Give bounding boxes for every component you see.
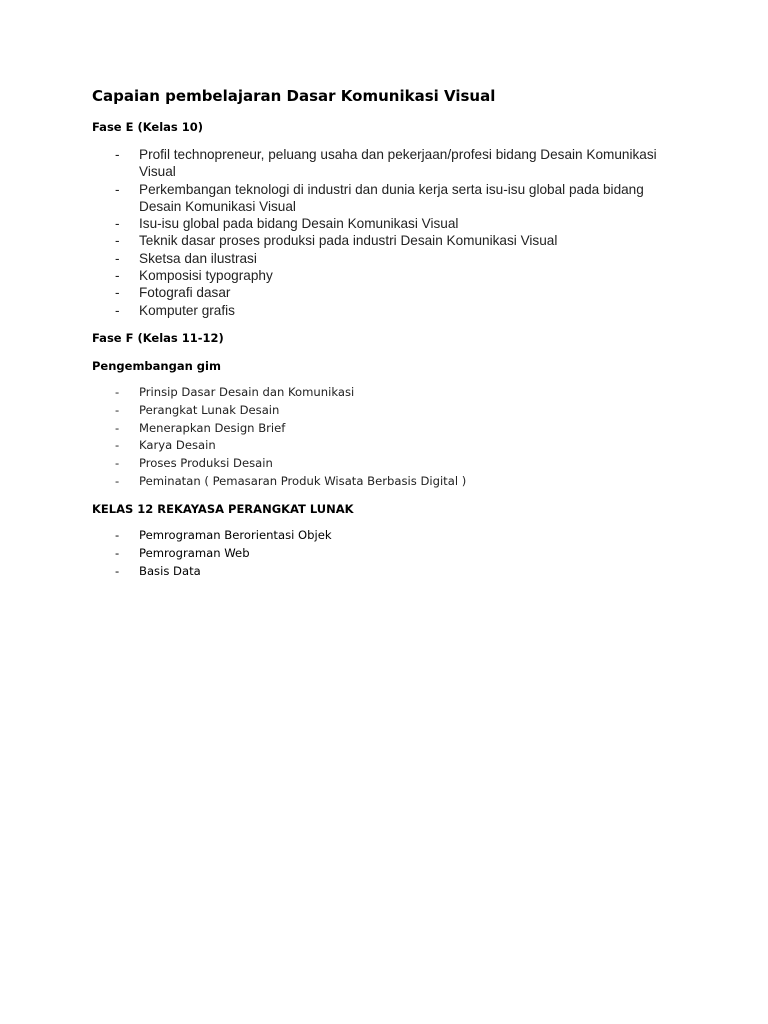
- bullet-dash: -: [115, 456, 120, 471]
- bullet-dash: -: [115, 473, 120, 488]
- list-item: - Pemrograman Web: [92, 545, 682, 563]
- list-item: - Perkembangan teknologi di industri dan dunia kerja serta isu-isu global pada bidang Desain Komunikasi Visual: [115, 181, 644, 214]
- bullet-dash: -: [115, 420, 120, 435]
- bullet-dash: -: [115, 563, 120, 578]
- list-item: - Komputer grafis: [115, 302, 235, 318]
- list-item: - Menerapkan Design Brief: [92, 420, 682, 438]
- bullet-dash: -: [115, 302, 120, 318]
- list-fase-f: [92, 384, 682, 491]
- bullet-dash: -: [115, 233, 120, 249]
- bullet-dash: -: [115, 385, 120, 399]
- list-item: - Teknik dasar proses produksi pada industri Desain Komunikasi Visual: [115, 233, 558, 249]
- list-item: - Perangkat Lunak Desain: [92, 402, 682, 420]
- list-fase-e: [92, 146, 682, 319]
- bullet-dash: -: [115, 181, 120, 197]
- bullet-dash: -: [115, 250, 120, 266]
- list-item: - Karya Desain: [92, 437, 682, 455]
- list-item: - Basis Data: [92, 563, 682, 581]
- list-item: - Sketsa dan ilustrasi: [115, 250, 257, 266]
- list-item: - Isu-isu global pada bidang Desain Komunikasi Visual: [115, 216, 459, 232]
- bullet-dash: -: [115, 528, 120, 542]
- bullet-dash: -: [115, 545, 120, 560]
- bullet-dash: -: [115, 216, 120, 232]
- document-title: Capaian pembelajaran Dasar Komunikasi Visual: [92, 87, 496, 105]
- bullet-dash: -: [115, 285, 120, 301]
- list-item: - Profil technopreneur, peluang usaha dan pekerjaan/profesi bidang Desain Komunikasi Visual: [115, 147, 657, 180]
- bullet-dash: -: [115, 402, 120, 417]
- list-item: - Prinsip Dasar Desain dan Komunikasi: [92, 384, 682, 402]
- section-heading-fase-e: Fase E (Kelas 10): [92, 120, 204, 134]
- bullet-dash: -: [115, 268, 120, 284]
- bullet-dash: -: [115, 147, 120, 162]
- bullet-dash: -: [115, 438, 120, 453]
- list-item: - Fotografi dasar: [115, 285, 231, 301]
- list-item: - Komposisi typography: [115, 268, 273, 284]
- section-heading-kelas-12-rpl: KELAS 12 REKAYASA PERANGKAT LUNAK: [92, 502, 354, 516]
- list-item: - Pemrograman Berorientasi Objek: [92, 527, 682, 545]
- section-subheading-pengembangan-gim: Pengembangan gim: [92, 359, 221, 373]
- section-heading-fase-f: Fase F (Kelas 11-12): [92, 331, 224, 345]
- list-item: - Peminatan ( Pemasaran Produk Wisata Berbasis Digital ): [92, 473, 682, 491]
- list-item: - Proses Produksi Desain: [92, 455, 682, 473]
- list-kelas-12-rpl: [92, 527, 682, 580]
